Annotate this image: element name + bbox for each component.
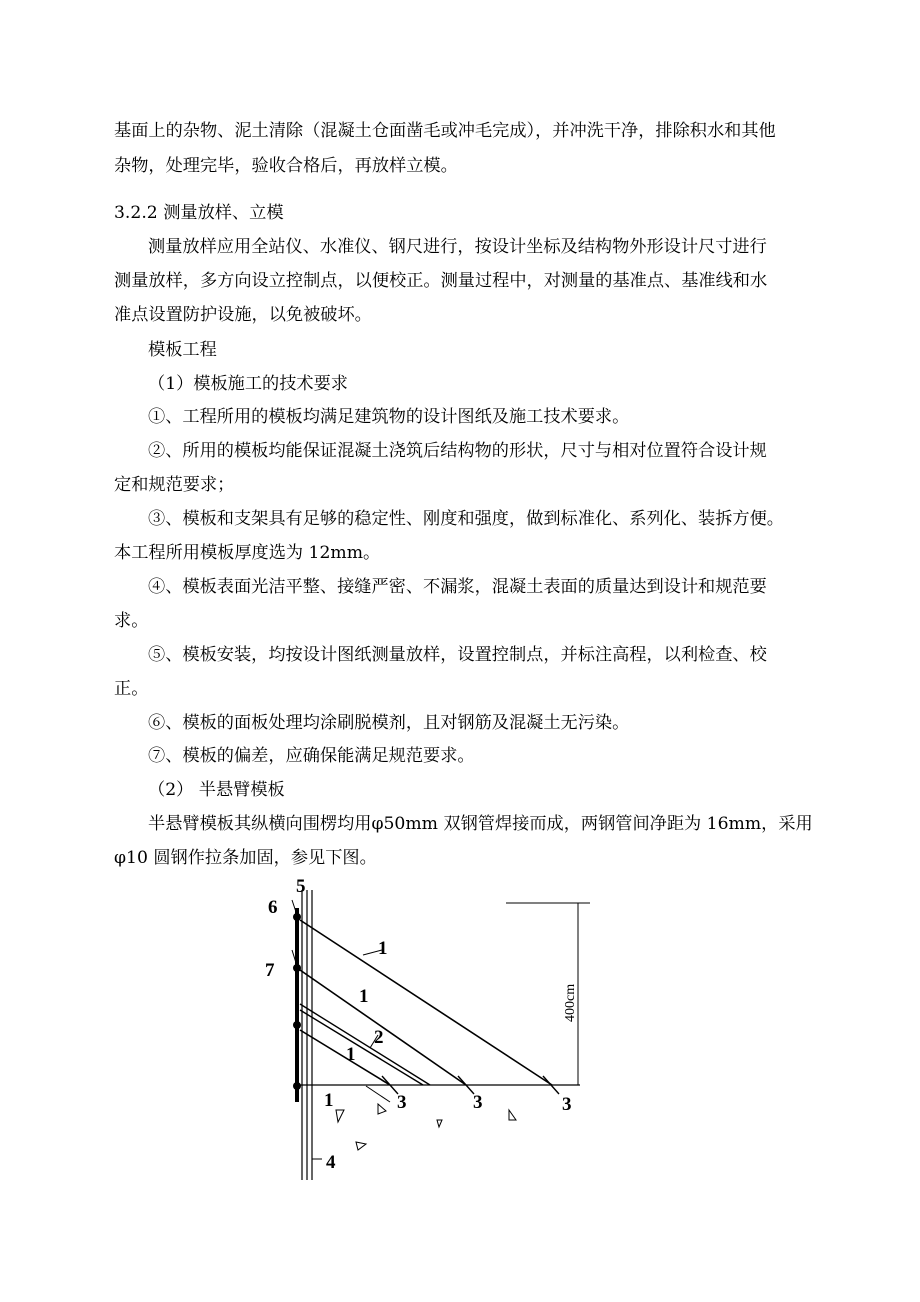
subheading-tech-requirements: （1）模板施工的技术要求 (148, 374, 348, 394)
label-1-base: 1 (324, 1090, 334, 1111)
paragraph-line-4: 测量放样应用全站仪、水准仪、钢尺进行，按设计坐标及结构物外形设计尺寸进行 (148, 237, 767, 257)
item-5-cont: 正。 (114, 679, 149, 699)
joint-dot (293, 964, 301, 972)
leader-line-6 (292, 900, 297, 915)
aggregate-mark (378, 1104, 386, 1114)
label-3-long: 3 (562, 1094, 572, 1115)
label-4: 4 (326, 1152, 336, 1173)
item-2-cont: 定和规范要求； (114, 475, 235, 495)
label-7: 7 (265, 960, 275, 981)
subheading-semi-cantilever: （2） 半悬臂模板 (148, 780, 285, 800)
item-1: ①、工程所用的模板均满足建筑物的设计图纸及施工技术要求。 (148, 407, 630, 427)
label-1-top: 1 (378, 938, 388, 959)
label-1-mid: 1 (359, 986, 369, 1007)
item-3: ③、模板和支架具有足够的稳定性、刚度和强度，做到标准化、系列化、装拆方便。 (148, 509, 784, 529)
semi-cantilever-formwork-diagram (260, 870, 600, 1190)
aggregate-mark (356, 1142, 366, 1150)
item-4-cont: 求。 (114, 611, 149, 631)
joint-dot (293, 1021, 301, 1029)
label-3-mid: 3 (473, 1092, 483, 1113)
label-2: 2 (374, 1027, 384, 1048)
joint-dot (293, 913, 301, 921)
paragraph-line-2: 杂物，处理完毕，验收合格后，再放样立模。 (114, 156, 458, 176)
item-4: ④、模板表面光洁平整、接缝严密、不漏浆，混凝土表面的质量达到设计和规范要 (148, 577, 767, 597)
aggregate-mark (336, 1110, 344, 1122)
item-5: ⑤、模板安装，均按设计图纸测量放样，设置控制点，并标注高程，以利检查、校 (148, 645, 767, 665)
diagonal-brace-double-b (300, 1010, 423, 1085)
item-6: ⑥、模板的面板处理均涂刷脱模剂，且对钢筋及混凝土无污染。 (148, 713, 630, 733)
paragraph-semi-cantilever-cont: φ10 圆钢作拉条加固，参见下图。 (114, 848, 377, 868)
label-3-short: 3 (397, 1092, 407, 1113)
item-7: ⑦、模板的偏差，应确保能满足规范要求。 (148, 746, 475, 766)
leader-line-3a (366, 1086, 390, 1102)
diagonal-brace-double-a (300, 1004, 430, 1085)
joint-dot (293, 1082, 301, 1090)
item-3-cont: 本工程所用模板厚度选为 12mm。 (114, 543, 381, 563)
subheading-formwork: 模板工程 (148, 340, 217, 360)
dimension-label-400cm: 400cm (563, 983, 578, 1022)
paragraph-line-6: 准点设置防护设施，以免被破坏。 (114, 305, 372, 325)
label-5: 5 (296, 876, 306, 897)
aggregate-mark (509, 1110, 516, 1120)
section-heading-3-2-2: 3.2.2 测量放样、立模 (114, 203, 284, 223)
paragraph-line-1: 基面上的杂物、泥土清除（混凝土仓面凿毛或冲毛完成），并冲洗干净，排除积水和其他 (114, 121, 776, 141)
aggregate-mark (437, 1120, 442, 1127)
label-6: 6 (268, 897, 278, 918)
paragraph-line-5: 测量放样，多方向设立控制点，以便校正。测量过程中，对测量的基准点、基准线和水 (114, 271, 768, 291)
label-1-low: 1 (346, 1044, 356, 1065)
item-2: ②、所用的模板均能保证混凝土浇筑后结构物的形状，尺寸与相对位置符合设计规 (148, 441, 767, 461)
diagonal-brace-long (300, 920, 552, 1085)
paragraph-semi-cantilever: 半悬臂模板其纵横向围楞均用φ50mm 双钢管焊接而成，两钢管间净距为 16mm，采用 (148, 814, 813, 834)
